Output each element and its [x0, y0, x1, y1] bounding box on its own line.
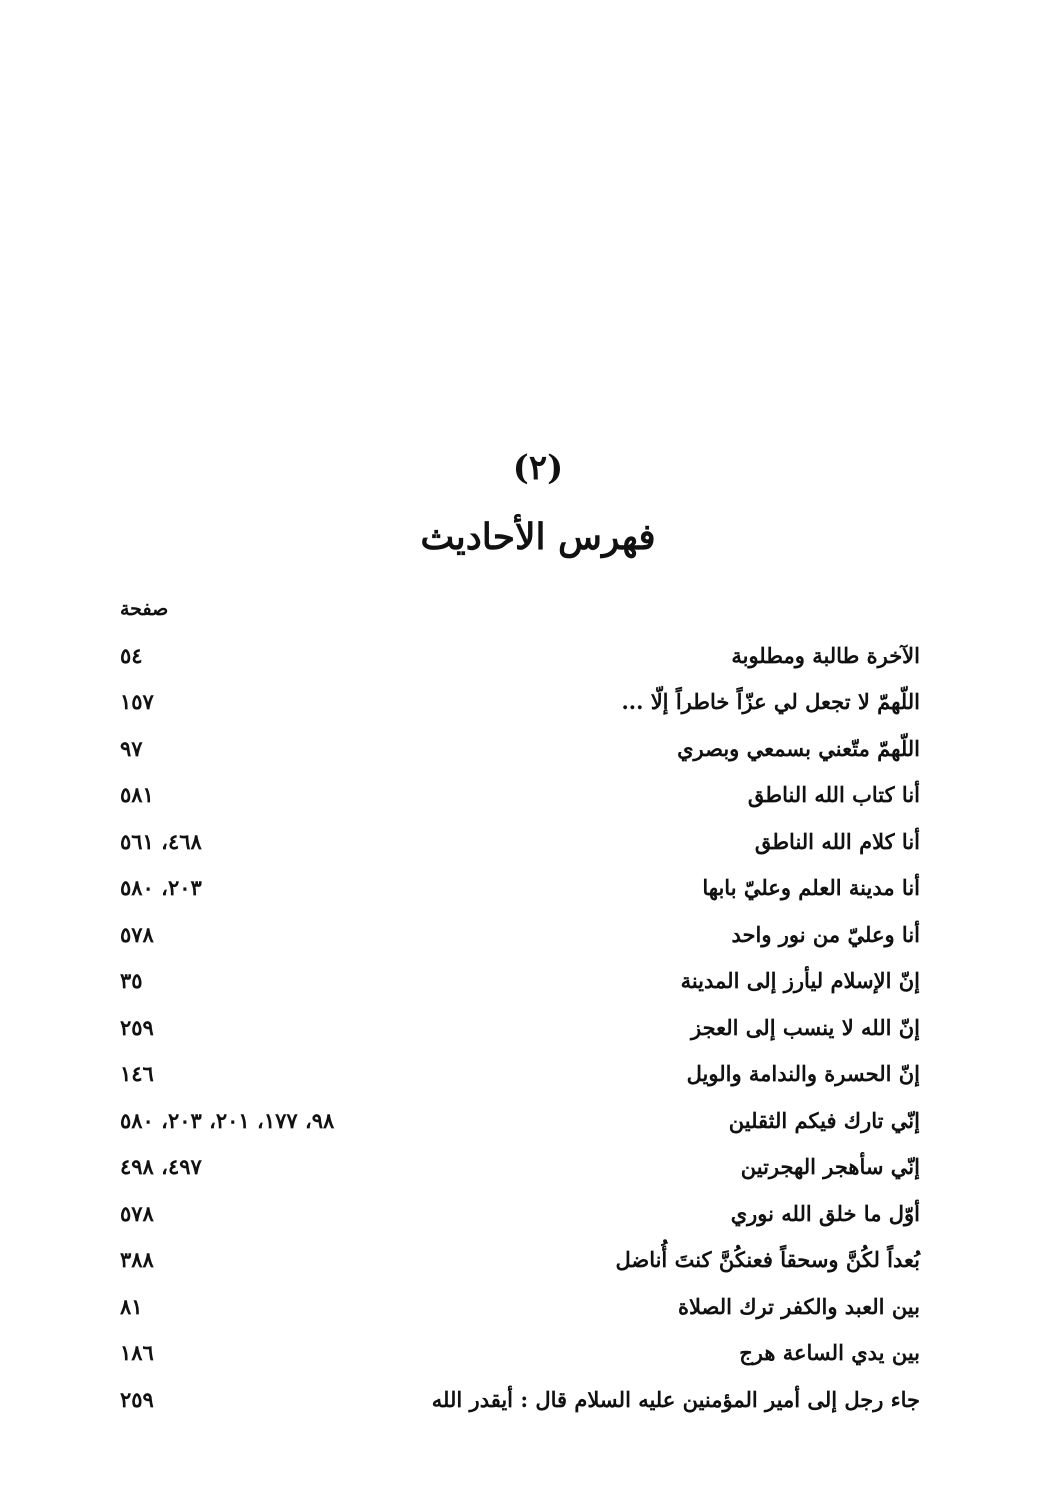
- entry-text: أنا مدينة العلم وعليّ بابها: [702, 875, 920, 901]
- entry-text: اللّهمّ متّعني بسمعي وبصري: [677, 735, 920, 761]
- entry-text: اللّهمّ لا تجعل لي عزّاً خاطراً إلّا ...: [621, 689, 920, 715]
- entry-text: إنّي تارك فيكم الثقلين: [728, 1107, 920, 1133]
- entry-pages: ٥٨١: [120, 782, 154, 808]
- page-title: فهرس الأحاديث: [420, 516, 656, 558]
- entry-pages: ٩٧: [120, 735, 143, 761]
- entry-pages: ٢٠٣، ٥٨٠: [120, 875, 202, 901]
- section-number: (٢): [512, 448, 564, 488]
- index-entry: [120, 1237, 920, 1284]
- entry-pages: ٣٨٨: [120, 1247, 154, 1273]
- index-entry: [120, 1144, 920, 1191]
- index-entry: [120, 1283, 920, 1330]
- page-column-header: صفحة: [120, 598, 169, 620]
- index-entry: [120, 1330, 920, 1377]
- entry-text: إنّي سأهجر الهجرتين: [740, 1154, 920, 1180]
- index-entry: [120, 1051, 920, 1098]
- entry-pages: ٣٥: [120, 968, 143, 994]
- entry-pages: ٩٨، ١٧٧، ٢٠١، ٢٠٣، ٥٨٠: [120, 1107, 335, 1133]
- index-entry: [120, 1004, 920, 1051]
- hadith-index-list: [120, 632, 920, 1423]
- entry-pages: ٥٧٨: [120, 1200, 154, 1226]
- index-entry: [120, 911, 920, 958]
- index-entry: [120, 958, 920, 1005]
- entry-text: أنا كتاب الله الناطق: [747, 782, 920, 808]
- entry-pages: ٢٥٩: [120, 1386, 154, 1412]
- index-entry: [120, 818, 920, 865]
- index-entry: [120, 1376, 920, 1423]
- index-entry: [120, 679, 920, 726]
- entry-text: أنا وعليّ من نور واحد: [731, 921, 920, 947]
- index-entry: [120, 725, 920, 772]
- entry-pages: ٤٦٨، ٥٦١: [120, 828, 202, 854]
- entry-text: إنّ الحسرة والندامة والويل: [686, 1061, 920, 1087]
- entry-text: أنا كلام الله الناطق: [754, 828, 920, 854]
- index-entry: [120, 632, 920, 679]
- entry-text: جاء رجل إلى أمير المؤمنين عليه السلام قال : أيقدر الله: [431, 1386, 920, 1412]
- entry-pages: ١٥٧: [120, 689, 154, 715]
- entry-text: بين العبد والكفر ترك الصلاة: [677, 1293, 920, 1319]
- entry-pages: ٥٧٨: [120, 921, 154, 947]
- index-entry: [120, 1190, 920, 1237]
- index-entry: [120, 1097, 920, 1144]
- entry-text: بُعداً لكُنَّ وسحقاً فعنكُنَّ كنتَ أُناضل: [615, 1247, 920, 1273]
- index-entry: [120, 865, 920, 912]
- entry-text: بين يدي الساعة هرج: [739, 1340, 920, 1366]
- entry-text: إنّ الإسلام ليأرز إلى المدينة: [680, 968, 920, 994]
- index-entry: [120, 772, 920, 819]
- entry-pages: ١٤٦: [120, 1061, 154, 1087]
- entry-pages: ٢٥٩: [120, 1014, 154, 1040]
- entry-pages: ١٨٦: [120, 1340, 154, 1366]
- entry-pages: ٥٤: [120, 642, 143, 668]
- entry-pages: ٤٩٧، ٤٩٨: [120, 1154, 202, 1180]
- entry-text: أوّل ما خلق الله نوري: [730, 1200, 920, 1226]
- entry-text: الآخرة طالبة ومطلوبة: [731, 642, 920, 668]
- entry-text: إنّ الله لا ينسب إلى العجز: [690, 1014, 920, 1040]
- entry-pages: ٨١: [120, 1293, 143, 1319]
